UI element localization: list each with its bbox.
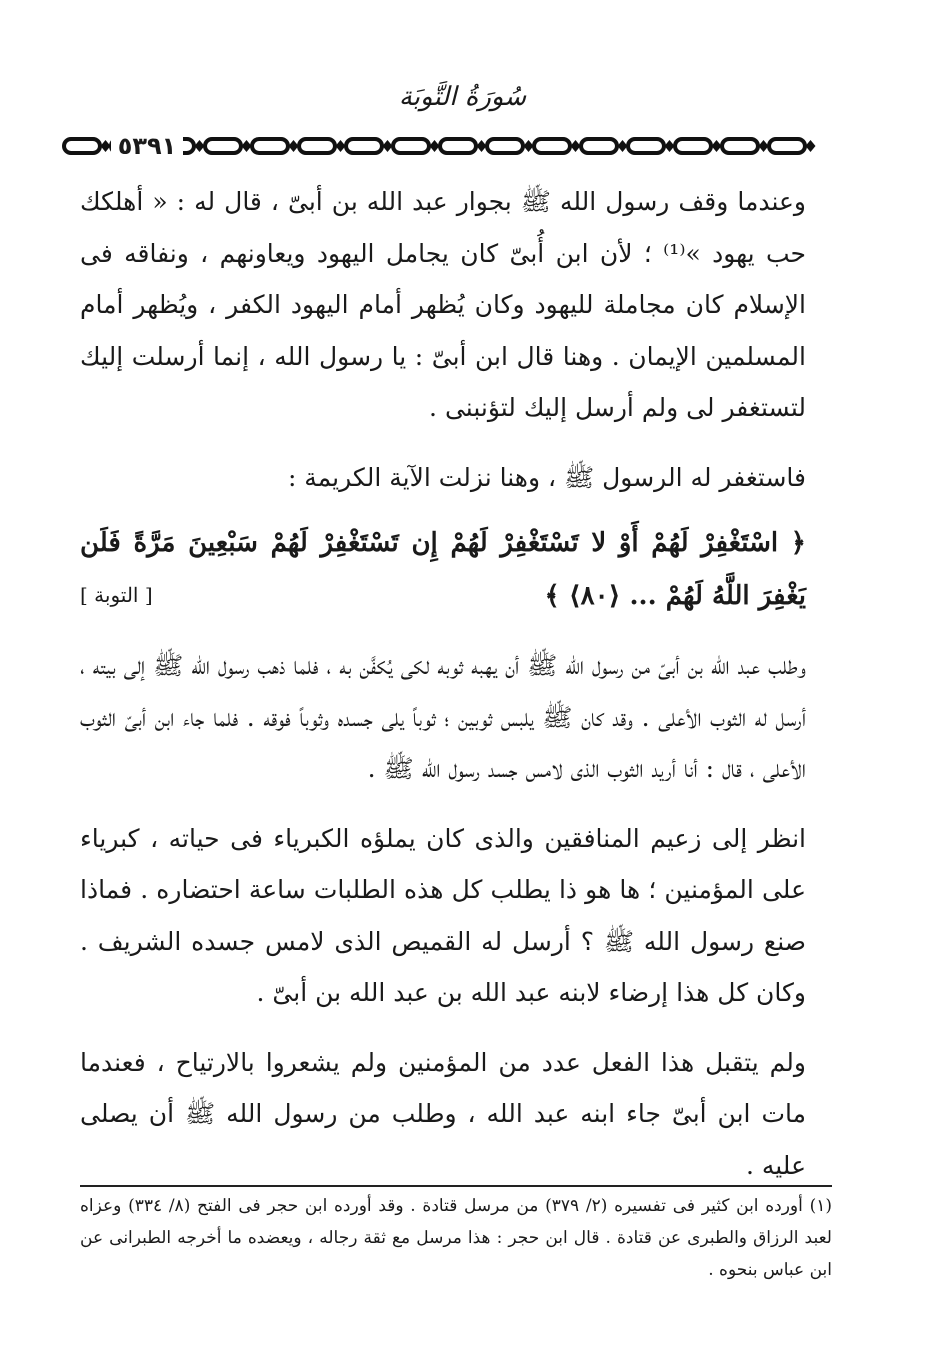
footnote-1: (١) أورده ابن كثير فى تفسيره (٢/ ٣٧٩) من مرسل قتادة . وقد أورده ابن حجر فى الفتح (٨/ ٣٣٤) وعزاه لعبد الرزاق والطبرى عن قتادة . قال ابن حجر : هذا مرسل مع ثقة رجاله ، ويعضده ما أخرجه الطبرانى عن ابن عباس بنحوه . <box>80 1196 832 1280</box>
surah-title: سُورَةُ التَّوبَة <box>398 82 527 112</box>
paragraph-5: ولم يتقبل هذا الفعل عدد من المؤمنين ولم يشعروا بالارتياح ، فعندما مات ابن أبىّ جاء ابنه عبد الله ، وطلب من رسول الله ﷺ أن يصلى عليه . <box>80 1047 806 1180</box>
page-number: ٥٣٩١ <box>111 129 183 163</box>
quran-verse-block <box>80 517 806 622</box>
footnote-divider <box>80 1185 832 1187</box>
verse-reference: [ التوبة ] <box>80 582 153 607</box>
paragraph-1: وعندما وقف رسول الله ﷺ بجوار عبد الله بن أبىّ ، قال له : « أهلكك حب يهود »⁽¹⁾ ؛ لأن ابن أُبىّ كان يجامل اليهود ويعاونهم ، ونفاقه فى الإسلام كان مجاملة لليهود وكان يُظهر أمام اليهود الكفر ، ويُظهر أمام المسلمين الإيمان . وهنا قال ابن أبىّ : يا رسول الله ، إنما أرسلت إليك لتستغفر لى ولم أرسل إليك لتؤنبنى . <box>80 187 806 422</box>
footnotes <box>80 1190 832 1286</box>
paragraph-2: فاستغفر له الرسول ﷺ ، وهنا نزلت الآية الكريمة : <box>287 462 806 492</box>
paragraph-3: وطلب عبد الله بن أبىّ من رسول الله ﷺ أن يهبه ثوبه لكى يُكفَّن به ، فلما ذهب رسول الله ﷺ إلى بيته ، أرسل له الثوب الأعلى . وقد كان ﷺ يلبس ثوبين ؛ ثوباً يلى جسده وثوباً فوقه . فلما جاء ابن أبىّ الثوب الأعلى ، قال : أنا أريد الثوب الذى لامس جسد رسول الله ﷺ . <box>80 651 806 783</box>
paragraph-4: انظر إلى زعيم المنافقين والذى كان يملؤه الكبرياء فى حياته ، كبرياء على المؤمنين ؛ ها هو ذا يطلب كل هذه الطلبات ساعة احتضاره . فماذا صنع رسول الله ﷺ ؟ أرسل له القميص الذى لامس جسده الشريف . وكان كل هذا إرضاء لابنه عبد الله بن عبد الله بن أبىّ . <box>80 823 806 1007</box>
quran-verse: ﴿ اسْتَغْفِرْ لَهُمْ أَوْ لا تَسْتَغْفِرْ لَهُمْ إِن تَسْتَغْفِرْ لَهُمْ سَبْعِينَ مَرَّةً فَلَن يَغْفِرَ اللَّهُ لَهُمْ ... ⟨٨٠⟩ ﴾ <box>80 528 806 611</box>
main-text <box>80 176 806 1191</box>
